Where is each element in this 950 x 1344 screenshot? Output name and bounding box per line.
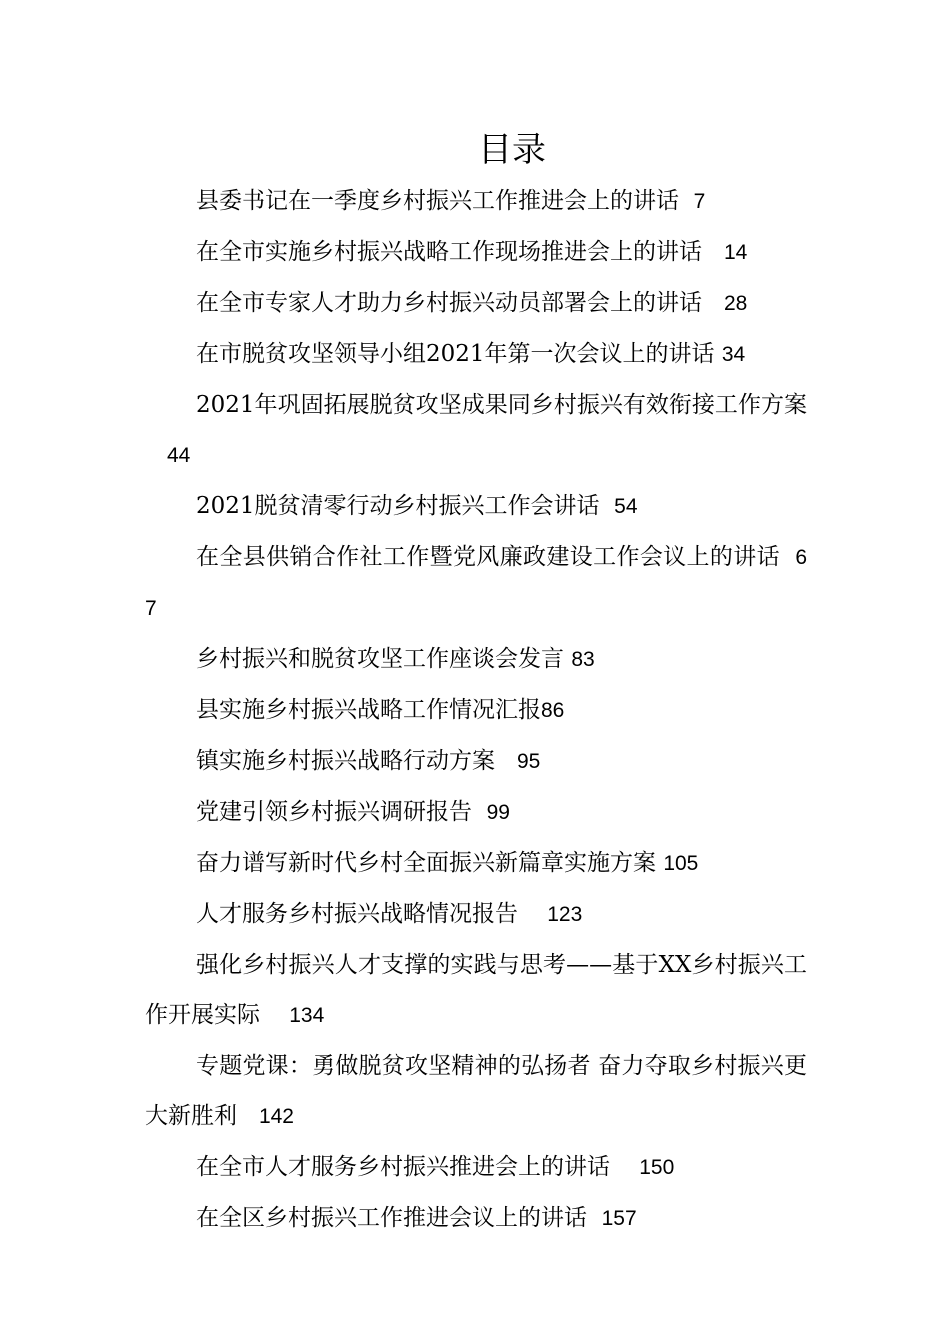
toc-entry-page-number: 105: [663, 852, 699, 875]
toc-entry[interactable]: [145, 889, 807, 940]
toc-entry-page-number: 157: [601, 1207, 637, 1230]
toc-entry-title: 在全市专家人才助力乡村振兴动员部署会上的讲话: [196, 290, 702, 316]
toc-entry[interactable]: [145, 940, 807, 1041]
toc-entry-page-number: 34: [721, 343, 746, 366]
toc-entry-page-number: 142: [258, 1105, 294, 1128]
toc-entry-title: 人才服务乡村振兴战略情况报告: [196, 901, 518, 927]
toc-entry-page-number: 67: [145, 546, 808, 620]
toc-entry-page-number: 99: [486, 801, 510, 824]
toc-entry-page-number: 14: [723, 241, 748, 264]
toc-entry-separator: [260, 1002, 289, 1028]
toc-entry-separator: [587, 1205, 602, 1231]
toc-entry-page-number: 95: [516, 750, 541, 773]
toc-entry-page-number: 28: [723, 292, 748, 315]
toc-entry-separator: [495, 748, 517, 774]
toc-entry-title: 2021脱贫清零行动乡村振兴工作会讲话: [196, 493, 600, 519]
toc-entry-separator: [518, 901, 547, 927]
toc-entry-title: 在全区乡村振兴工作推进会议上的讲话: [196, 1205, 587, 1231]
toc-entry-title: 2021年巩固拓展脱贫攻坚成果同乡村振兴有效衔接工作方案: [196, 392, 807, 418]
toc-entry-separator: [237, 1103, 259, 1129]
toc-entry[interactable]: [145, 329, 807, 380]
toc-entry-title: 奋力谱写新时代乡村全面振兴新篇章实施方案: [196, 850, 656, 876]
toc-entry[interactable]: [145, 380, 807, 481]
toc-entry-page-number: 86: [541, 699, 565, 722]
toc-entry[interactable]: [145, 1041, 807, 1142]
toc-entry-title: 强化乡村振兴人才支撑的实践与思考——基于XX乡村振兴工作开展实际: [145, 952, 807, 1028]
toc-entry-page-number: 123: [547, 903, 583, 926]
toc-entry-page-number: 83: [571, 648, 595, 671]
toc-entry-title: 镇实施乡村振兴战略行动方案: [196, 748, 495, 774]
toc-entry-page-number: 54: [614, 495, 638, 518]
toc-entry[interactable]: [145, 787, 807, 838]
toc-entry-title: 县委书记在一季度乡村振兴工作推进会上的讲话: [196, 188, 679, 214]
toc-entry[interactable]: [145, 227, 807, 278]
toc-entry[interactable]: [145, 176, 807, 227]
toc-entry[interactable]: [145, 481, 807, 532]
toc-entry-title: 在全市实施乡村振兴战略工作现场推进会上的讲话: [196, 239, 702, 265]
toc-entry-separator: [679, 188, 694, 214]
toc-entry-separator: [472, 799, 487, 825]
toc-entry-separator: [780, 544, 795, 570]
toc-entry-title: 在市脱贫攻坚领导小组2021年第一次会议上的讲话: [196, 341, 715, 367]
toc-entry[interactable]: [145, 736, 807, 787]
toc-entry-page-number: 7: [693, 190, 706, 213]
toc-entry[interactable]: [145, 532, 807, 634]
toc-entry[interactable]: [145, 634, 807, 685]
toc-entry[interactable]: [145, 1142, 807, 1193]
toc-entry-separator: [715, 341, 722, 367]
toc-entry-page-number: 44: [166, 444, 191, 467]
toc-entry-separator: [600, 493, 615, 519]
toc-entry-page-number: 150: [639, 1156, 675, 1179]
toc-entry-title: 在全市人才服务乡村振兴推进会上的讲话: [196, 1154, 610, 1180]
toc-entry[interactable]: [145, 278, 807, 329]
toc-entry[interactable]: [145, 838, 807, 889]
toc-entry-title: 乡村振兴和脱贫攻坚工作座谈会发言: [196, 646, 564, 672]
toc-entry-title: 县实施乡村振兴战略工作情况汇报: [196, 697, 541, 723]
toc-entry-separator: [145, 442, 167, 468]
toc-entry-title: 在全县供销合作社工作暨党风廉政建设工作会议上的讲话: [196, 544, 780, 570]
toc-entry-title: 专题党课：勇做脱贫攻坚精神的弘扬者 奋力夺取乡村振兴更大新胜利: [145, 1053, 807, 1129]
toc-list: [145, 176, 807, 1244]
toc-entry-separator: [702, 290, 724, 316]
toc-entry-separator: [610, 1154, 639, 1180]
toc-entry-page-number: 134: [289, 1004, 325, 1027]
toc-entry[interactable]: [145, 1193, 807, 1244]
toc-entry-title: 党建引领乡村振兴调研报告: [196, 799, 472, 825]
toc-entry[interactable]: [145, 685, 807, 736]
toc-entry-separator: [702, 239, 724, 265]
toc-title: 目录: [478, 130, 546, 170]
